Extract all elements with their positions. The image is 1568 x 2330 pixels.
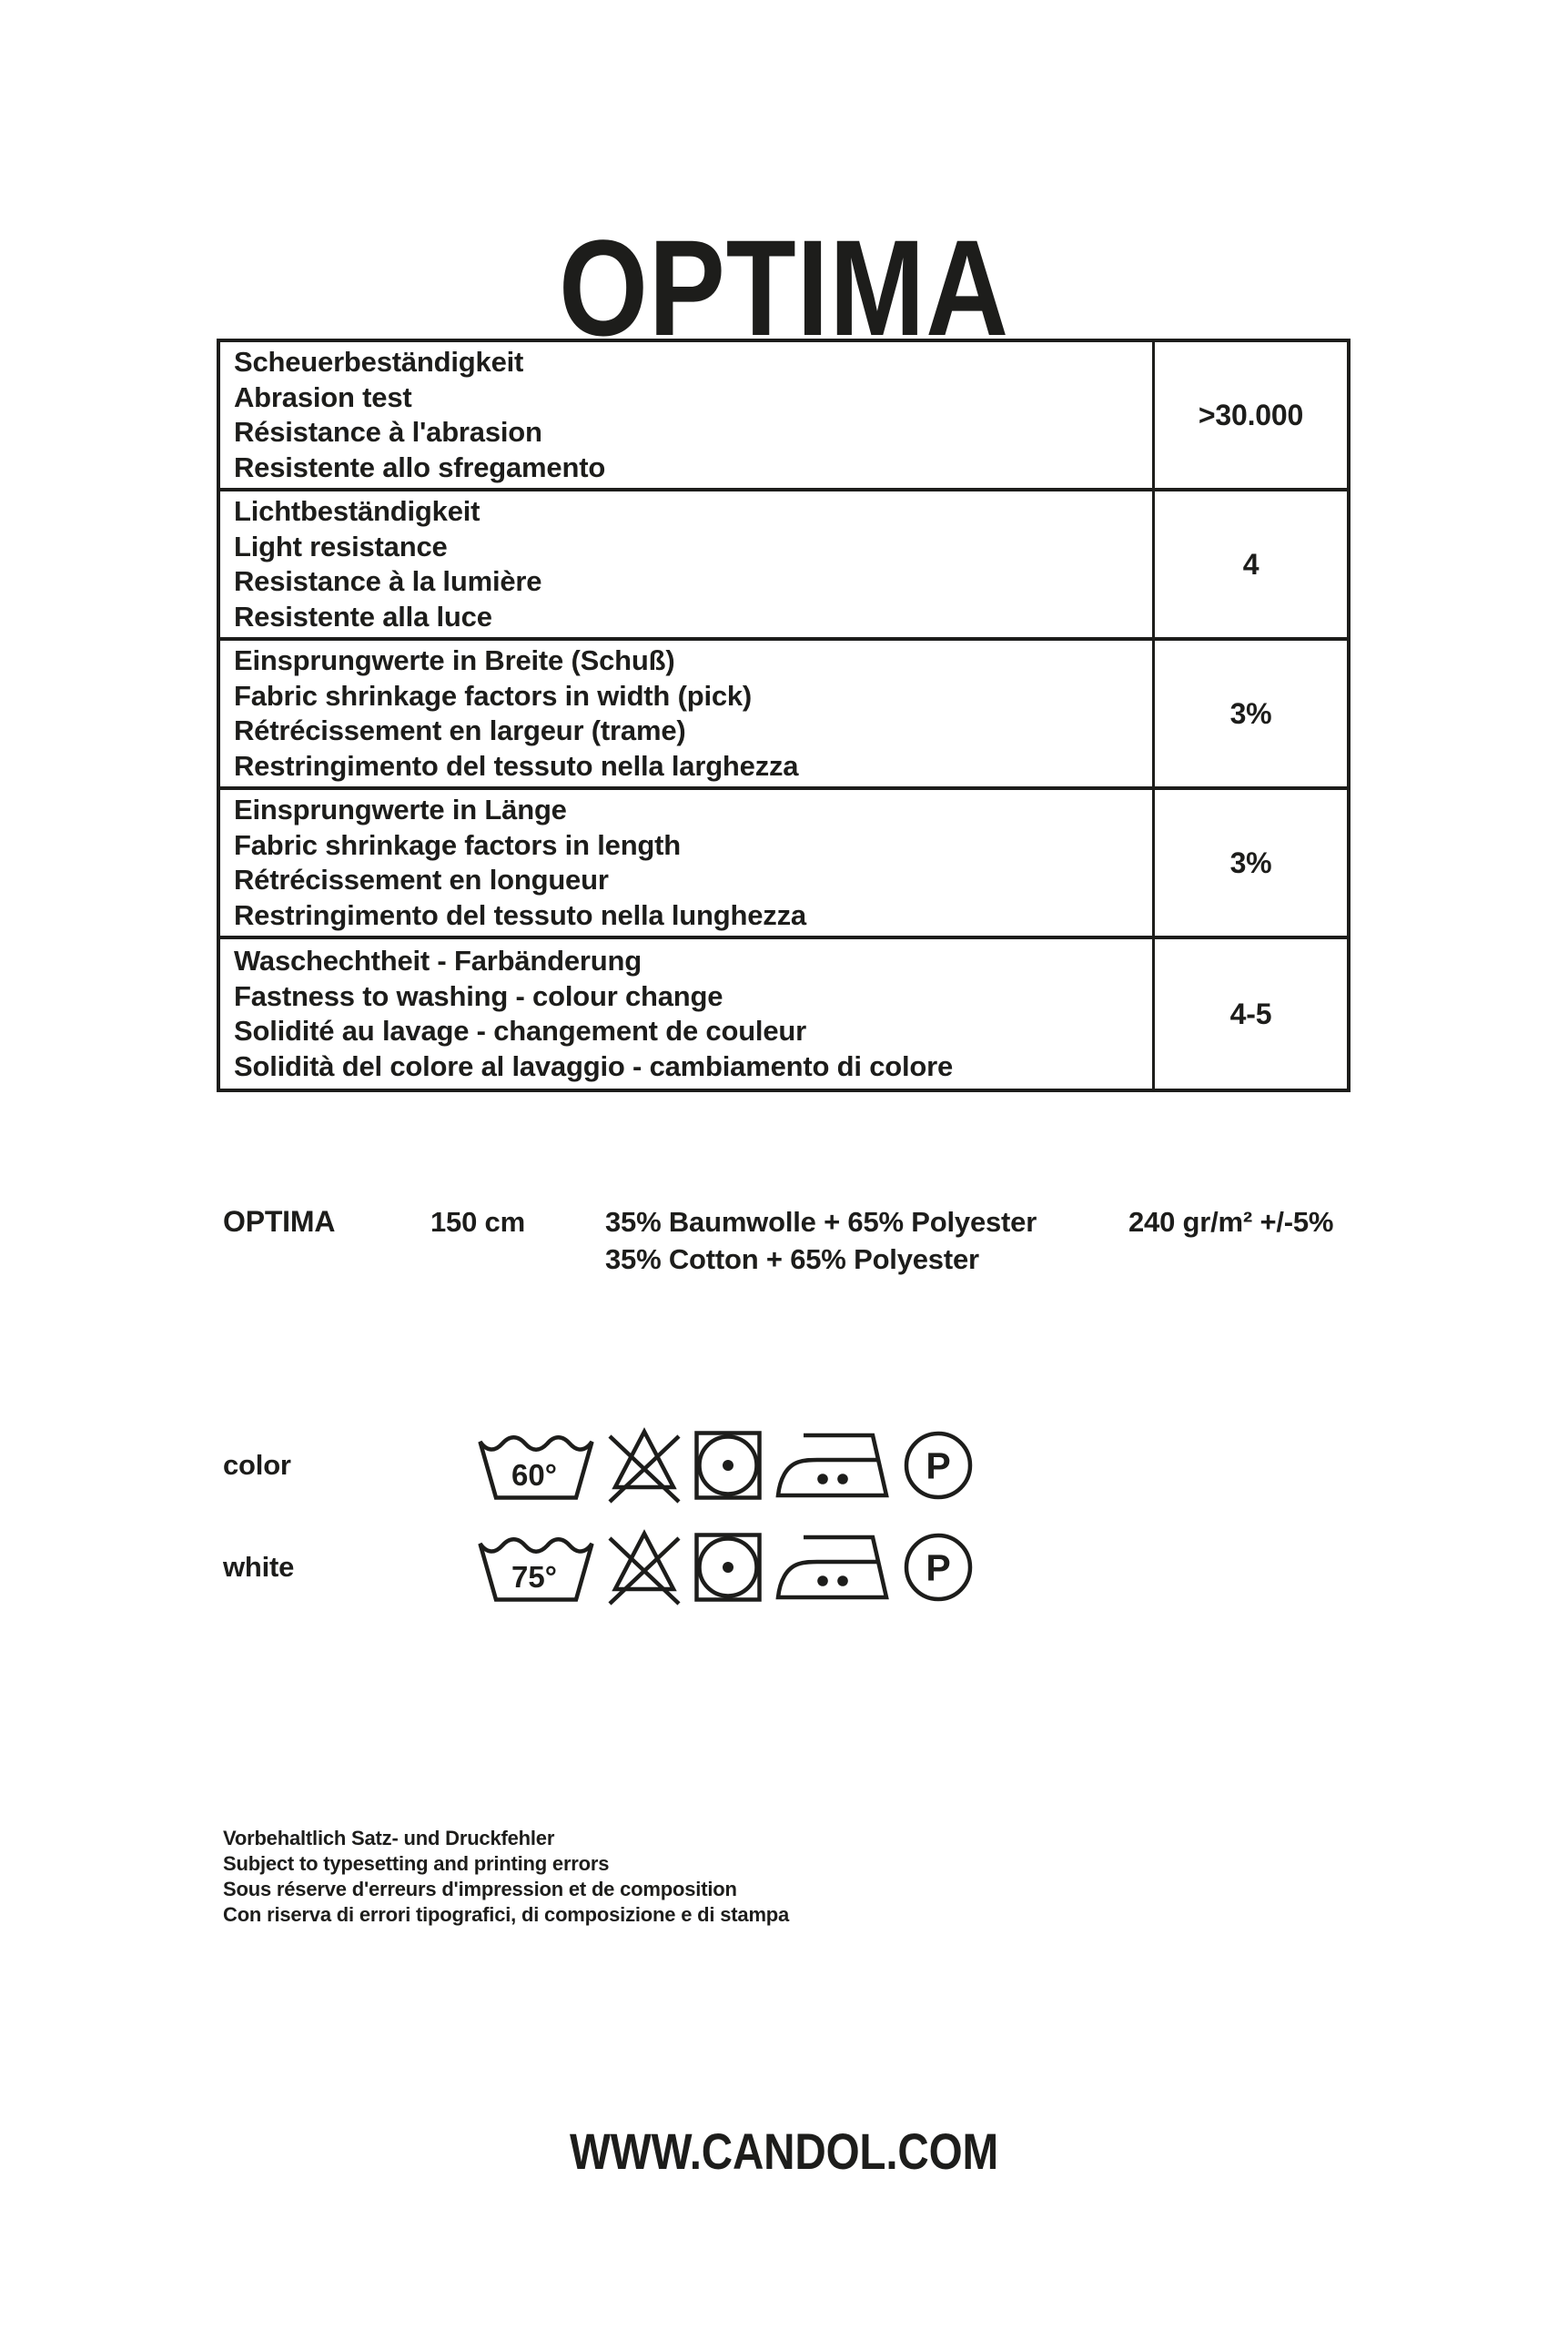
property-label-fr: Rétrécissement en longueur (234, 864, 609, 896)
iron-two-dots-icon (775, 1534, 890, 1601)
website-url: WWW.CANDOL.COM (570, 2122, 998, 2180)
property-value: 3% (1152, 641, 1347, 786)
property-label-de: Waschechtheit - Farbänderung (234, 945, 642, 977)
wash-tub-60-icon (478, 1430, 594, 1501)
property-label-en: Abrasion test (234, 380, 412, 413)
property-label-fr: Résistance à l'abrasion (234, 416, 542, 448)
property-label-de: Einsprungwerte in Länge (234, 794, 567, 826)
property-label-en: Fabric shrinkage factors in width (pick) (234, 679, 753, 712)
property-labels-cell (220, 342, 1152, 488)
table-row-light-resistance (220, 491, 1347, 641)
product-width: 150 cm (430, 1206, 525, 1238)
property-label-fr: Solidité au lavage - changement de couleur (234, 1015, 806, 1047)
wash-temperature-label: 60° (511, 1458, 557, 1492)
do-not-bleach-icon (608, 1427, 681, 1504)
care-symbols (478, 1427, 973, 1504)
table-row-washing-fastness (220, 939, 1347, 1089)
spec-table (217, 339, 1351, 1092)
wash-tub-75-icon (478, 1532, 594, 1603)
dry-clean-letter: P (926, 1444, 951, 1487)
property-label-it: Restringimento del tessuto nella lunghezza (234, 898, 806, 931)
property-value: >30.000 (1152, 342, 1347, 488)
composition-english: 35% Cotton + 65% Polyester (605, 1243, 979, 1275)
property-value: 4-5 (1152, 939, 1347, 1089)
care-row-white (223, 1531, 973, 1604)
property-labels-cell (220, 641, 1152, 786)
property-label-it: Resistente alla luce (234, 600, 492, 633)
disclaimer (223, 1826, 789, 1928)
dry-clean-p-icon (904, 1431, 973, 1500)
property-label-de: Lichtbeständigkeit (234, 495, 481, 527)
dry-clean-p-icon (904, 1533, 973, 1602)
property-label-it: Restringimento del tessuto nella larghezza (234, 749, 799, 782)
property-label-it: Resistente allo sfregamento (234, 451, 606, 483)
wash-temperature-label: 75° (511, 1560, 557, 1594)
table-row-shrinkage-length (220, 790, 1347, 939)
composition-german: 35% Baumwolle + 65% Polyester (605, 1206, 1037, 1238)
property-label-de: Einsprungwerte in Breite (Schuß) (234, 644, 675, 676)
do-not-bleach-icon (608, 1529, 681, 1606)
property-label-en: Light resistance (234, 530, 448, 562)
iron-two-dots-icon (775, 1432, 890, 1499)
care-row-color (223, 1429, 973, 1502)
property-label-de: Scheuerbeständigkeit (234, 346, 524, 378)
property-value: 3% (1152, 790, 1347, 936)
property-label-it: Solidità del colore al lavaggio - cambiamento di colore (234, 1049, 954, 1082)
property-label-fr: Rétrécissement en largeur (trame) (234, 714, 686, 746)
disclaimer-line-it: Con riserva di errori tipografici, di composizione e di stampa (223, 1903, 790, 1926)
property-labels-cell (220, 790, 1152, 936)
property-label-en: Fabric shrinkage factors in length (234, 828, 682, 861)
care-row-label: color (223, 1449, 291, 1481)
care-symbols (478, 1529, 973, 1606)
care-row-label: white (223, 1551, 295, 1583)
table-row-abrasion (220, 342, 1347, 491)
tumble-dry-one-dot-icon (694, 1533, 762, 1602)
table-row-shrinkage-width (220, 641, 1347, 790)
property-label-fr: Resistance à la lumière (234, 565, 542, 597)
product-weight: 240 gr/m² +/-5% (1128, 1206, 1334, 1238)
property-labels-cell (220, 491, 1152, 637)
property-value: 4 (1152, 491, 1347, 637)
page-title: OPTIMA (558, 210, 1010, 364)
property-labels-cell (220, 939, 1152, 1089)
disclaimer-line-de: Vorbehaltlich Satz- und Druckfehler (223, 1827, 555, 1849)
disclaimer-line-en: Subject to typesetting and printing errors (223, 1852, 610, 1875)
product-name: OPTIMA (223, 1205, 336, 1238)
disclaimer-line-fr: Sous réserve d'erreurs d'impression et de composition (223, 1878, 737, 1900)
product-composition (605, 1203, 1037, 1278)
property-label-en: Fastness to washing - colour change (234, 979, 723, 1012)
tumble-dry-one-dot-icon (694, 1431, 762, 1500)
dry-clean-letter: P (926, 1546, 951, 1589)
